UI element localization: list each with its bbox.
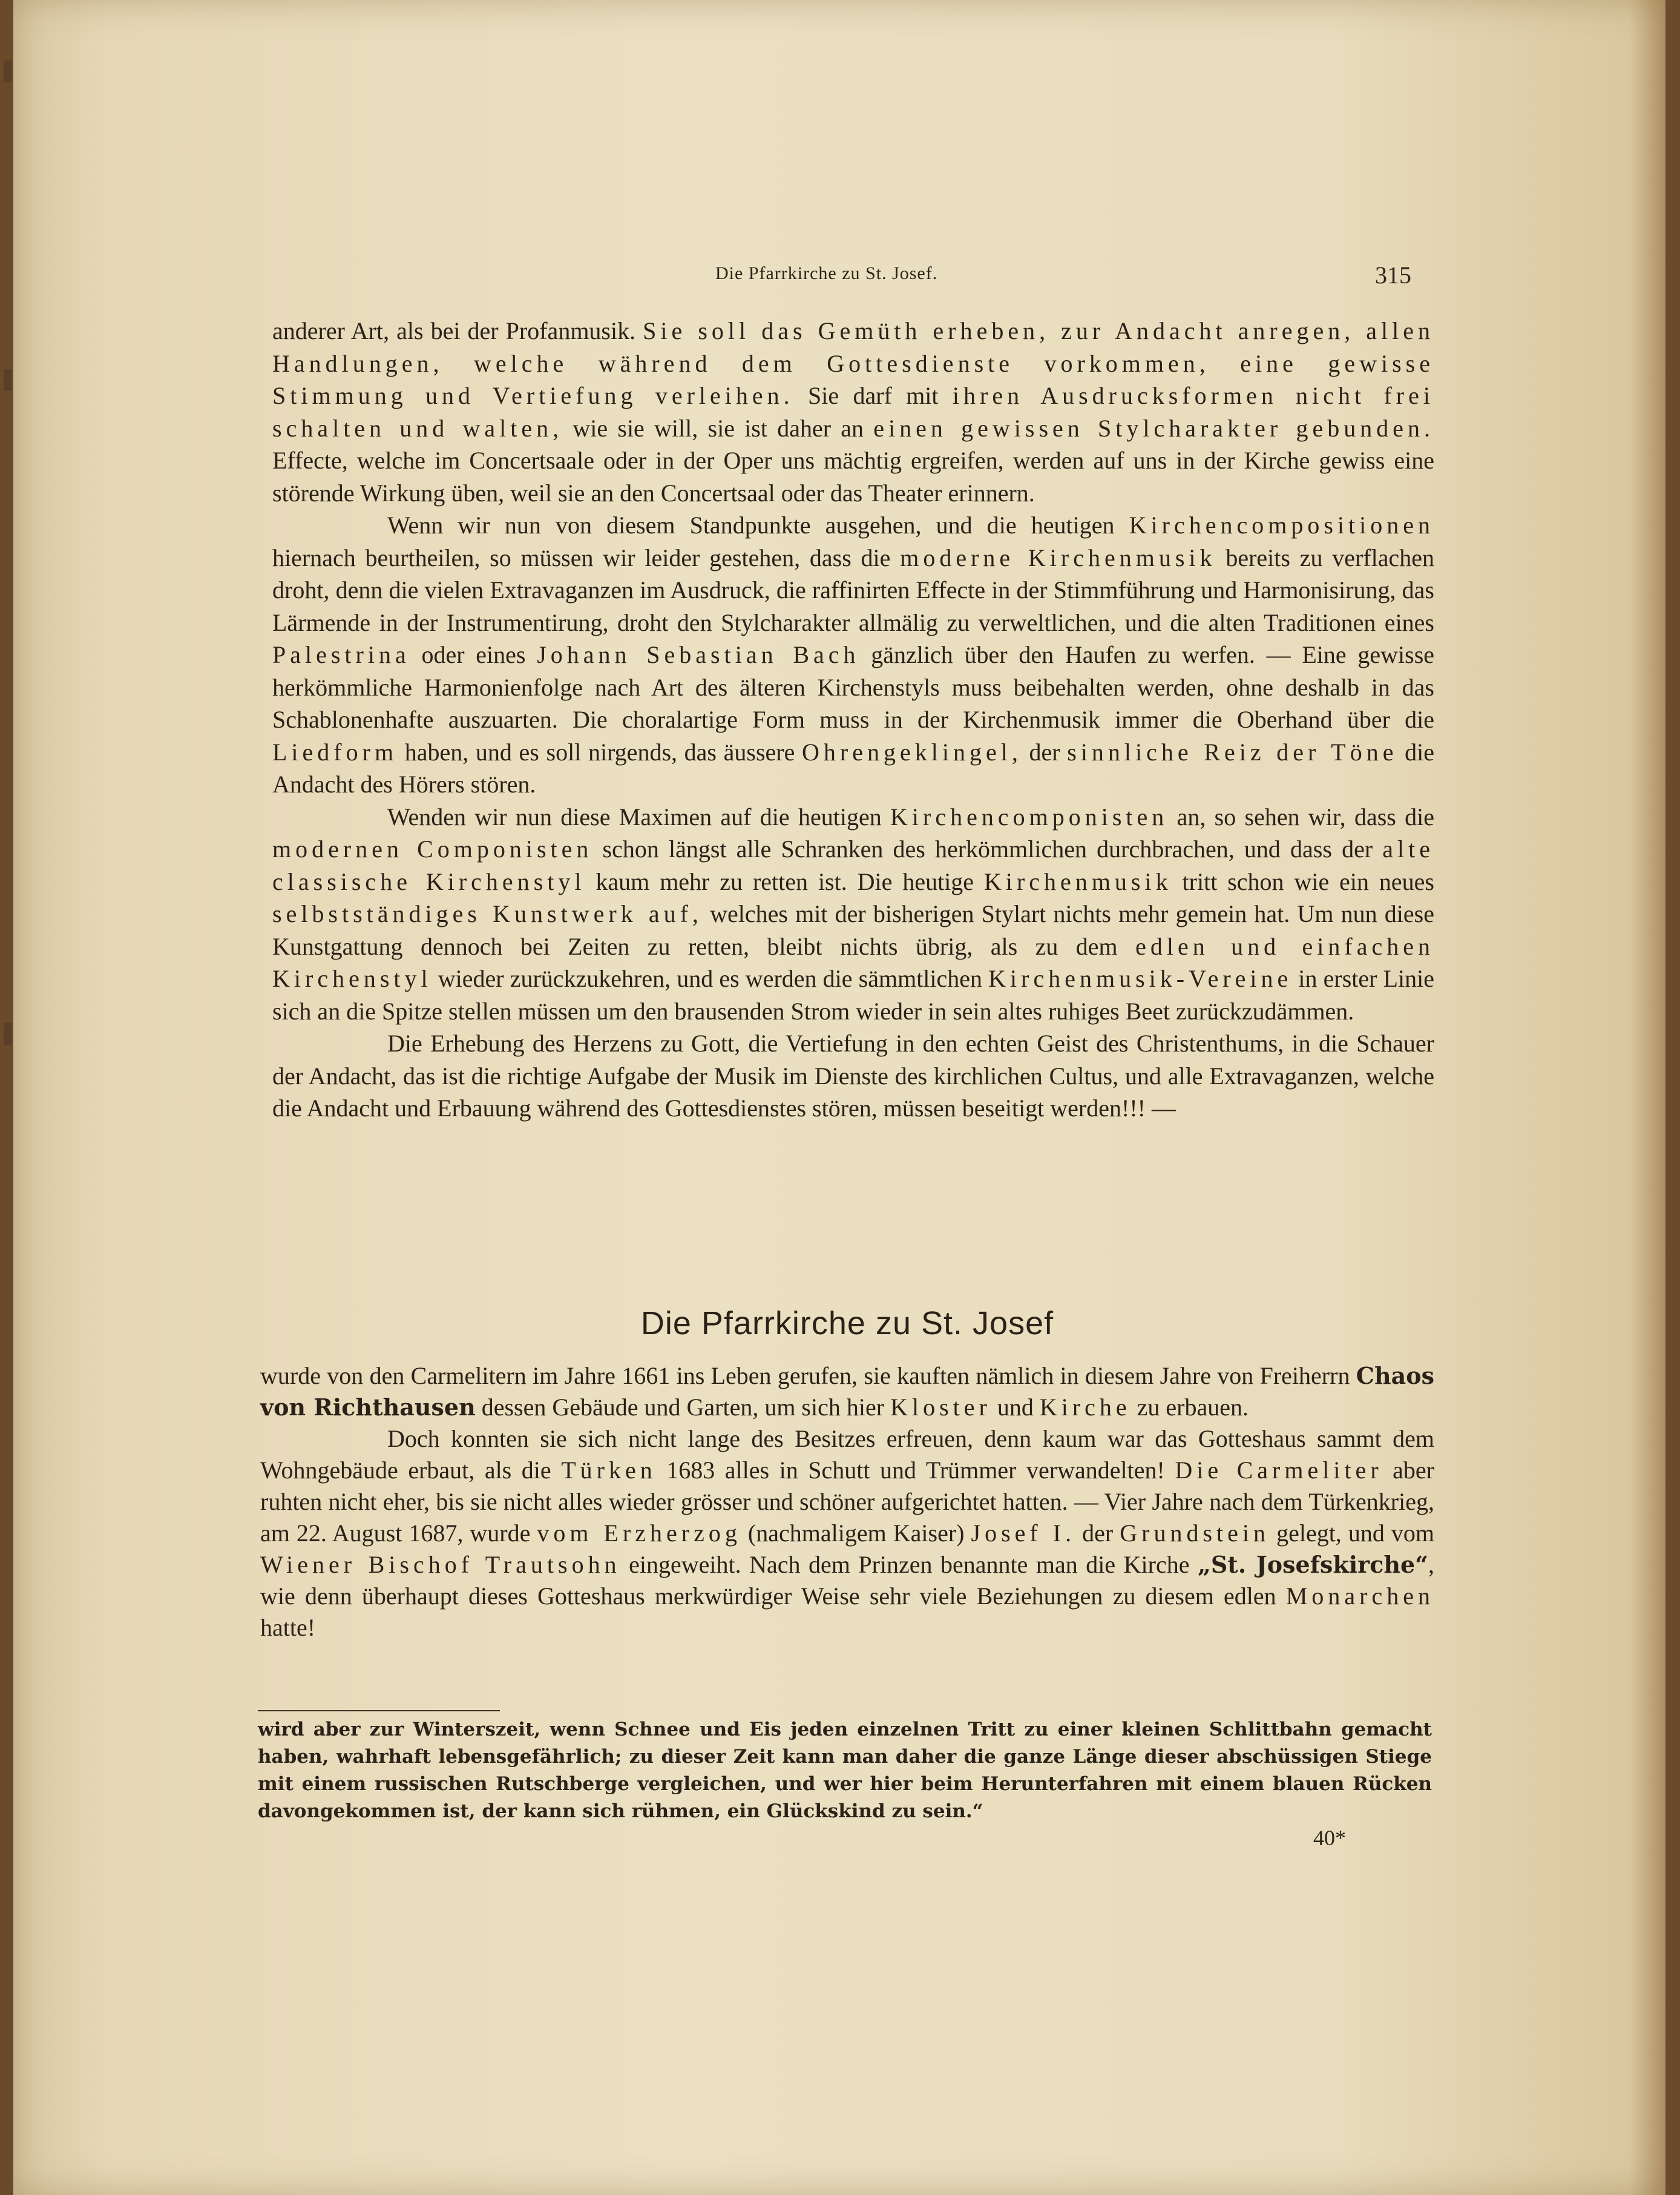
spaced-text: Kloster: [890, 1394, 991, 1421]
text-run: wie sie will, sie ist daher an: [563, 414, 874, 442]
text-run: Effecte, welche im Concertsaale oder in der Oper uns mächtig ergreifen, werden auf uns in der Kirche gewiss eine störende Wirkung üben, weil sie an den Concertsaal oder das Theater erinnern.: [272, 447, 1434, 507]
page-number: 315: [1375, 262, 1411, 289]
text-run: tritt schon wie ein neues: [1172, 867, 1434, 895]
text-run: an, so sehen wir, dass die: [1168, 803, 1435, 831]
text-run: aber ruhten nicht eher, bis sie nicht alles wieder grösser und schöner aufgerichtet hatten. — Vier Jahre nach dem Türkenkrieg, am 22. August 1687, wurde: [260, 1456, 1435, 1547]
paragraph: [272, 315, 1434, 509]
spaced-text: edlen und einfachen Kirchenstyl: [272, 932, 1434, 992]
spaced-text: einen gewissen Stylcharakter gebunden.: [873, 414, 1434, 442]
spaced-text: modernen Componisten: [272, 835, 593, 863]
text-run: 1683 alles in Schutt und Trümmer verwandelten!: [656, 1456, 1175, 1484]
text-run: schon längst alle Schranken des herkömmlichen durchbrachen, und dass der: [592, 835, 1383, 863]
spaced-text: Palestrina: [272, 641, 410, 668]
section-heading: Die Pfarrkirche zu St. Josef: [640, 1305, 1054, 1341]
text-run: haben, und es soll nirgends, das äussere: [398, 738, 802, 766]
text-run: welches mit der bisherigen Stylart nichts mehr gemein hat. Um nun diese Kunstgattung dennoch bei Zeiten zu retten, bleibt nichts übrig, als zu dem: [272, 900, 1434, 960]
spaced-text: Monarchen: [1285, 1582, 1434, 1610]
book-page: [13, 0, 1665, 2195]
text-run: gelegt, und vom: [1270, 1519, 1435, 1547]
running-header: [13, 257, 1665, 306]
spaced-text: Kirchenmusik: [983, 867, 1172, 895]
spaced-text: Josef I.: [971, 1519, 1076, 1547]
text-run: kaum mehr zu retten ist. Die heutige: [585, 867, 984, 895]
spaced-text: Wiener Bischof Trautsohn: [260, 1551, 621, 1578]
text-run: , wie denn überhaupt dieses Gotteshaus merkwürdiger Weise sehr viele Beziehungen zu diesem edlen: [260, 1551, 1434, 1610]
binding-mark: [4, 369, 12, 391]
page-edge-shadow: [1629, 0, 1665, 2195]
spaced-text: Die Carmeliter: [1175, 1456, 1383, 1484]
paragraph: [272, 509, 1434, 801]
footnote-divider: [258, 1710, 500, 1711]
main-text: [272, 315, 1434, 1125]
text-run: der: [1022, 738, 1068, 766]
section-st-josef: [260, 1305, 1434, 1644]
text-run: bereits zu verflachen droht, denn die vielen Extravaganzen im Ausdruck, die raffinirten Effecte in der Stimmführung und Harmonisirung, das Lärmende in der Instrumentirung, droht den Stylcharakter allmälig zu verweltlichen, und die alten Traditionen eines: [272, 544, 1435, 636]
blackletter-name: Chaos von Richthausen: [260, 1362, 1434, 1421]
text-run: hiernach beurtheilen, so müssen wir leider gestehen, dass die: [272, 544, 901, 571]
text-run: Doch konnten sie sich nicht lange des Besitzes erfreuen, denn kaum war das Gotteshaus sammt dem Wohngebäude erbaut, als die: [260, 1425, 1434, 1484]
spaced-text: moderne Kirchenmusik: [900, 544, 1216, 571]
spaced-text: vom Erzherzog: [537, 1519, 741, 1547]
spaced-text: Türken: [561, 1456, 657, 1484]
binding-mark: [4, 61, 12, 82]
text-run: der: [1075, 1519, 1120, 1547]
paragraph: [260, 1423, 1434, 1644]
text-run: dessen Gebäude und Garten, um sich hier: [475, 1394, 891, 1421]
text-run: wieder zurückzukehren, und es werden die sämmtlichen: [431, 965, 989, 992]
spaced-text: Grundstein: [1120, 1519, 1270, 1547]
blackletter-name: „St. Josefskirche“: [1197, 1551, 1428, 1578]
signature-mark: 40*: [1313, 1826, 1346, 1850]
spaced-text: Kirche: [1039, 1394, 1131, 1421]
text-run: gänzlich über den Haufen zu werfen. — Eine gewisse herkömmliche Harmonienfolge nach Art des älteren Kirchenstyls muss beibehalten werden, ohne deshalb in das Schablonenhafte auszuarten. Die choralartige Form muss in der Kirchenmusik immer die Oberhand über die: [272, 641, 1435, 733]
spaced-text: selbstständiges Kunstwerk auf,: [272, 900, 703, 927]
spaced-text: ihren Ausdrucksformen nicht frei schalten und walten,: [272, 382, 1434, 442]
text-run: Sie darf mit: [793, 382, 953, 409]
text-run: wurde von den Carmelitern im Jahre 1661 ins Leben gerufen, sie kauften nämlich in diesem Jahre von Freiherrn: [260, 1362, 1356, 1389]
spaced-text: alte classische Kirchenstyl: [272, 835, 1435, 895]
paragraph: [272, 801, 1434, 1028]
spaced-text: Kirchencomponisten: [890, 803, 1169, 831]
spaced-text: Kirchencompositionen: [1129, 512, 1434, 539]
text-run: hatte!: [260, 1614, 316, 1641]
footnote: wird aber zur Winterszeit, wenn Schnee und Eis jeden einzelnen Tritt zu einer kleinen Schlittbahn gemacht haben, wahrhaft lebensgefährlich; zu dieser Zeit kann man daher die ganze Länge dieser abschüssigen Stiege mit einem russischen Rutschberge vergleichen, und wer hier beim Herunterfahren mit einem blauen Rücken davongekommen ist, der kann sich rühmen, ein Glückskind zu sein.“: [258, 1719, 1432, 1822]
spaced-text: Johann Sebastian Bach: [537, 641, 860, 668]
text-run: zu erbauen.: [1130, 1394, 1249, 1421]
spaced-text: Kirchenmusik-Vereine: [988, 965, 1293, 992]
text-run: (nachmaligem Kaiser): [741, 1519, 971, 1547]
text-run: Wenn wir nun von diesem Standpunkte ausgehen, und die heutigen: [387, 512, 1129, 539]
spaced-text: Ohrengeklingel,: [802, 738, 1022, 766]
text-run: in erster Linie sich an die Spitze stellen müssen um den brausenden Strom wieder in sein altes ruhiges Beet zurückzudämmen.: [272, 965, 1434, 1025]
spaced-text: Sie soll das Gemüth erheben, zur Andacht anregen, allen Handlungen, welche während dem Gottesdienste vorkommen, eine gewisse Stimmung und Vertiefung verleihen.: [272, 317, 1434, 409]
text-run: die Andacht des Hörers stören.: [272, 738, 1435, 798]
paragraph: Die Erhebung des Herzens zu Gott, die Vertiefung in den echten Geist des Christenthums, in die Schauer der Andacht, das ist die richtige Aufgabe der Musik im Dienste des kirchlichen Cultus, und alle Extravaganzen, welche die Andacht und Erbauung während des Gottesdienstes stören, müssen beseitigt werden!!! —: [272, 1030, 1434, 1122]
binding-mark: [4, 1023, 12, 1045]
spaced-text: sinnliche Reiz der Töne: [1067, 738, 1398, 766]
text-run: eingeweiht. Nach dem Prinzen benannte man die Kirche: [620, 1551, 1198, 1578]
section-text: [260, 1360, 1434, 1644]
text-run: und: [991, 1394, 1040, 1421]
running-title: Die Pfarrkirche zu St. Josef.: [715, 263, 938, 283]
text-run: Wenden wir nun diese Maximen auf die heutigen: [387, 803, 891, 831]
text-run: oder eines: [410, 641, 537, 668]
text-run: anderer Art, als bei der Profanmusik.: [272, 317, 643, 344]
paragraph: [260, 1360, 1434, 1423]
spaced-text: Liedform: [272, 738, 398, 766]
